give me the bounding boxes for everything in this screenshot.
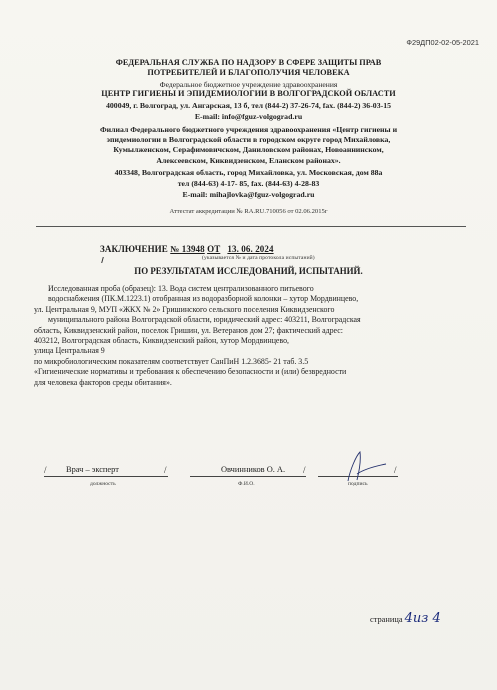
institution-type: Федеральное бюджетное учреждение здравоохранения [159, 80, 338, 89]
filial-line-4: Алексеевском, Киквидзенском, Еланском районах». [156, 155, 341, 165]
body-line: водоснабжения (ПК.М.1223.1) отобранная из водоразборной колонки – хутор Мордвинцево, [48, 294, 359, 304]
caption-sign: подпись [348, 481, 368, 487]
filial-address: 403348, Волгоградская область, город Михайловка, ул. Московская, дом 88а [114, 168, 383, 177]
accreditation-line: Аттестат аккредитации № RA.RU.710056 от 02.06.2015г [169, 208, 328, 215]
filial-line-1: Филиал Федерального бюджетного учреждения здравоохранения «Центр гигиены и [99, 125, 398, 134]
conclusion-body [34, 284, 459, 388]
conclusion-title [100, 244, 315, 261]
body-line: ул. Центральная 9, МУП «ЖКХ № 2» Гришинского сельского поселения Киквидзенского [34, 304, 335, 314]
signer-name: Овчинников О. А. [221, 465, 286, 474]
filial-phone: тел (844-63) 4-17- 85, fax. (844-63) 4-28-83 [177, 179, 320, 188]
caption-role: должность [90, 481, 116, 487]
conclusion-subtitle: ПО РЕЗУЛЬТАТАМ ИССЛЕДОВАНИЙ, ИСПЫТАНИЙ. [134, 266, 363, 276]
body-line: 403212, Волгоградская область, Киквидзенский район, хутор Мордвинцево, [34, 336, 290, 346]
body-line: по микробиологическим показателям соответствует СанПиН 1.2.3685- 21 таб. 3.5 [34, 356, 309, 366]
form-code: Ф29ДП02-02-05-2021 [406, 38, 479, 47]
role-underline [44, 476, 168, 477]
body-line: «Гигиенические нормативы и требования к обеспечению безопасности и (или) безвредности [34, 367, 347, 377]
page-counter [370, 611, 441, 626]
conclusion-date: 13. 06. 2024 [227, 244, 274, 254]
body-line: для человека факторов среды обитания». [34, 377, 172, 387]
name-underline [190, 476, 306, 477]
header-divider [36, 226, 466, 227]
filial-email: E-mail: mihajlovka@fguz-volgograd.ru [182, 190, 315, 199]
body-line: Исследованная проба (образец): 13. Вода систем централизованного питьевого [48, 284, 314, 293]
signer-role: Врач – эксперт [66, 465, 119, 474]
conclusion-number: № 13948 [170, 244, 205, 254]
pen-mark [101, 257, 107, 263]
body-line: муниципального района Волгоградской области, юридический адрес: 403211, Волгоградская [48, 315, 361, 325]
slash-mark: / [164, 465, 167, 475]
slash-mark: / [44, 465, 47, 475]
center-email: E-mail: info@fguz-volgograd.ru [194, 112, 303, 121]
center-name: ЦЕНТР ГИГИЕНЫ И ЭПИДЕМИОЛОГИИ В ВОЛГОГРАДСКОЙ ОБЛАСТИ [101, 89, 396, 98]
conclusion-from: ОТ [207, 244, 221, 254]
conclusion-prefix: ЗАКЛЮЧЕНИЕ [100, 244, 168, 254]
page-counter-value: 4из 4 [404, 611, 441, 626]
body-line: область, Киквидзенский район, поселок Гришин, ул. Ветеранов дом 27; фактический адрес: [34, 325, 343, 335]
slash-mark: / [303, 465, 306, 475]
filial-line-2: эпидемиологии в Волгоградской области в городском округе город Михайловка, [106, 135, 391, 145]
caption-name: Ф.И.О. [238, 481, 255, 487]
handwritten-signature [330, 450, 390, 486]
filial-line-3: Кумылженском, Серафимовичском, Даниловском районах, Новоаннинском, [113, 145, 384, 155]
signature-block [0, 465, 497, 495]
filial-name [20, 125, 477, 166]
agency-line-1: ФЕДЕРАЛЬНАЯ СЛУЖБА ПО НАДЗОРУ В СФЕРЕ ЗАЩИТЫ ПРАВ [115, 58, 382, 67]
conclusion-hint: (указывается № и дата протокола испытаний) [202, 255, 315, 261]
page-counter-label: страница [370, 615, 403, 624]
center-address: 400049, г. Волгоград, ул. Ангарская, 13 б, тел (844-2) 37-26-74, fax. (844-2) 36-03-15 [106, 101, 391, 110]
agency-line-2: ПОТРЕБИТЕЛЕЙ И БЛАГОПОЛУЧИЯ ЧЕЛОВЕКА [147, 68, 350, 77]
agency-title [20, 58, 477, 78]
slash-mark: / [394, 465, 397, 475]
body-line: улица Центральная 9 [34, 346, 105, 356]
